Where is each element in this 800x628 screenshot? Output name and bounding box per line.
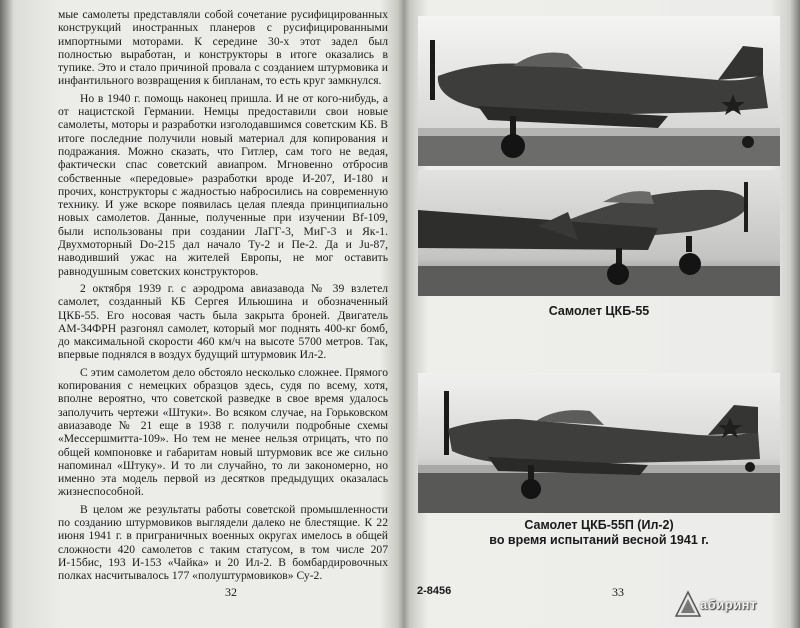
watermark-logo [674,590,794,622]
paragraph: мые самолеты представляли собой сочетание русифицированных конструкций иностранных планеров с русифицированными импортными моторами. К середине 30-х этот задел был полностью выработан, и конструкторы в итоге оказались в тупике. Это и стало причиной провала с созданием штурмовика и инфантильного возвращения к бипланам, то есть круг замкнулся. [58,8,388,88]
photo-caption-multiline [418,518,780,548]
watermark-text: абиринт [700,597,757,612]
aircraft-photo-front-quarter [418,170,780,296]
paragraph: С этим самолетом дело обстояло несколько сложнее. Прямого копирования с немецких образцов здесь, судя по всему, хотя, вполне вероятно, что советской разведке в свое время удалось заполучить чертежи «Штуки». Во всяком случае, на Горьковском авиазаводе № 21 еще в 1938 г. получили подробные схемы «Мессершмитта-109». Но тем не менее нельзя отрицать, что по общей компоновке и габаритам новый штурмовик все же сильно напоминал «Штуку». И то ли случайно, то ли закономерно, но именно эта модель первой из десятков предыдущих оказалась жизнеспособной. [58,365,388,499]
print-code: 2-8456 [417,585,452,597]
paragraph: 2 октября 1939 г. с аэродрома авиазавода № 39 взлетел самолет, созданный КБ Сергея Ильюшина и обозначенный ЦКБ-55. Его носовая часть была закрыта броней. Двигатель АМ-34ФРН разгонял самолет, который мог поднять 400-кг бомб, до максимальной скорости 460 км/ч на высоте 5700 метров. Так, впервые поднялся в воздух будущий штурмовик Ил-2. [58,281,388,362]
caption-line: Самолет ЦКБ-55П (Ил-2) [524,518,674,532]
aircraft-photo-side-view [418,16,780,166]
aircraft-photo-profile [418,373,780,513]
paragraph: В целом же результаты работы советской промышленности по созданию штурмовиков выглядели далеко не блестящие. К 22 июня 1941 г. в приграничных военных округах имелось в общей сложности 420 самолетов с таким статусом, в том числе 207 И-15бис, 193 И-153 «Чайка» и 20 Ил-2. В бомбардировочных полках насчитывалось 177 «полуштурмовиков» Су-2. [58,502,388,583]
left-page-number: 32 [225,585,237,599]
caption-line: во время испытаний весной 1941 г. [489,533,709,547]
photo-caption: Самолет ЦКБ-55 [548,304,650,318]
paragraph: Но в 1940 г. помощь наконец пришла. И не от кого-нибудь, а от нацистской Германии. Немцы предоставили свои новые самолеты, моторы и разработки изголодавшимся советским КБ. В итоге последние получили новый материал для копирования и подражания. Можно сказать, что Гитлер, сам того не ведая, фактически спас советский авиапром. Мгновенно отбросив собственные «передовые» разработки вроде И-207, И-180 и прочих, конструкторы с жадностью набросились на современную технику. И уже вскоре появилась целая плеяда принципиально новых самолетов. Данные, полученные при изучении Bf-109, были использованы при создании ЛаГГ-3, МиГ-3 и Як-1. Двухмоторный Do-215 дал начало Ту-2 и Пе-2. Да и Ju-87, наводивший ужас на жителей Европы, не мог оставить равнодушным советских конструкторов. [58,91,388,278]
right-page-number: 33 [612,585,624,599]
left-page-text [58,8,388,582]
right-page [404,0,800,628]
labirint-logo-icon [674,590,702,618]
